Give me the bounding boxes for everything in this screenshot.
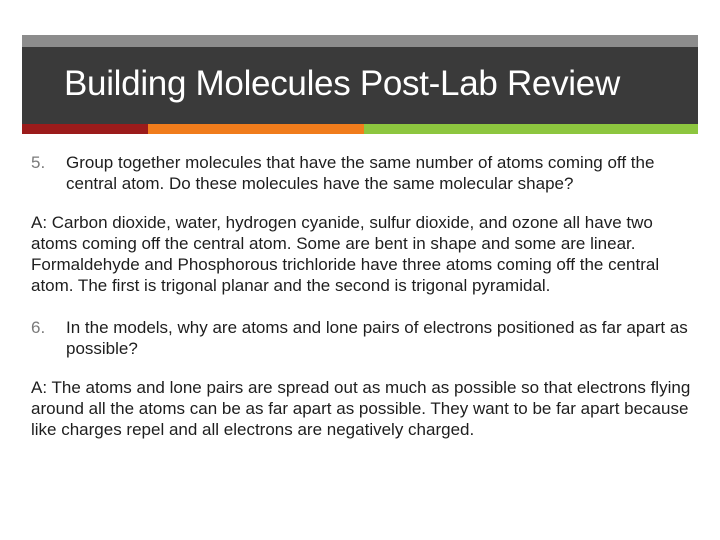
accent-segment-green bbox=[364, 124, 698, 134]
accent-bar bbox=[22, 124, 698, 134]
answer-6: A: The atoms and lone pairs are spread out as much as possible so that electrons flying around all the atoms can be as far apart as possible. They want to be far apart because like charges repel and all electrons are negatively charged. bbox=[31, 378, 691, 439]
question-text: In the models, why are atoms and lone pairs of electrons positioned as far apart as possible? bbox=[66, 318, 688, 358]
question-number: 5. bbox=[31, 153, 46, 172]
question-5 bbox=[31, 152, 695, 194]
header-top-strip bbox=[22, 35, 698, 47]
slide-title: Building Molecules Post-Lab Review bbox=[64, 64, 620, 103]
accent-segment-orange bbox=[148, 124, 364, 134]
question-number: 6. bbox=[31, 318, 46, 337]
question-6 bbox=[31, 317, 695, 359]
title-bar bbox=[22, 47, 698, 124]
accent-segment-red bbox=[22, 124, 148, 134]
slide-content bbox=[31, 152, 695, 440]
answer-5: A: Carbon dioxide, water, hydrogen cyanide, sulfur dioxide, and ozone all have two atoms coming off the central atom. Some are bent in shape and some are linear. Formaldehyde and Phosphorous trichloride have three atoms coming off the central atom. The first is trigonal planar and the second is trigonal pyramidal. bbox=[31, 213, 660, 295]
question-text: Group together molecules that have the same number of atoms coming off the central atom. Do these molecules have the same molecular shape? bbox=[66, 153, 655, 193]
